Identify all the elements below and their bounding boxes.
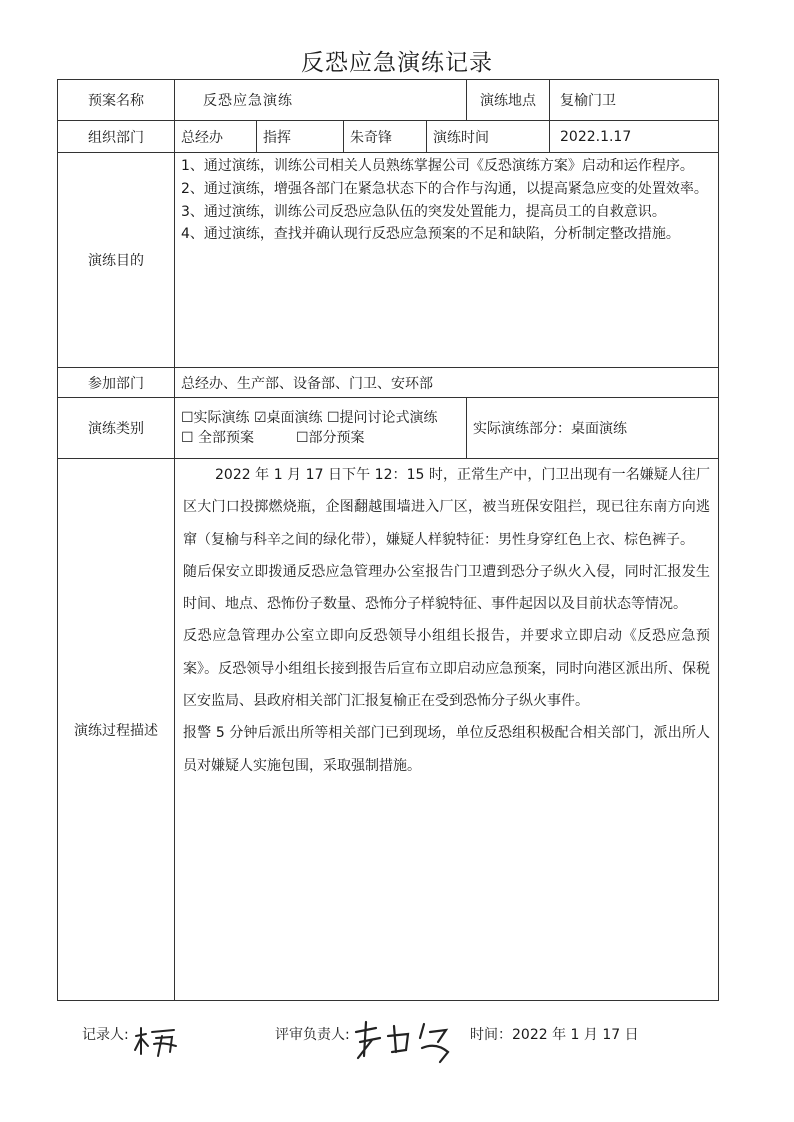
- row-participants: [58, 368, 719, 398]
- recorder-signature: [132, 1022, 184, 1058]
- document-title: 反恐应急演练记录: [301, 50, 493, 76]
- time-value: 2022.1.17: [550, 121, 719, 153]
- goal-item: 3、通过演练，训练公司反恐应急队伍的突发处置能力，提高员工的自救意识。: [181, 203, 666, 220]
- reviewer-signature: [350, 1018, 460, 1064]
- plan-name-value: 反恐应急演练: [175, 80, 467, 121]
- process-paragraph: 随后保安立即拨通反恐应急管理办公室报告门卫遭到恐分子纵火入侵，同时汇报发生时间、地点、恐怖份子数量、恐怖分子样貌特征、事件起因以及目前状态等情况。: [183, 563, 710, 613]
- row-process: [58, 459, 719, 1001]
- category-checkbox-line: ☐ 全部预案 ☐部分预案: [181, 430, 365, 446]
- row-goals: [58, 153, 719, 368]
- process-paragraph: 2022 年 1 月 17 日下午 12：15 时，正常生产中，门卫出现有一名嫌疑人往厂区大门口投掷燃烧瓶，企图翻越围墙进入厂区，被当班保安阻拦，现已往东南方向逃窜（复榆与科辛之间的绿化带），嫌疑人样貌特征：男性身穿红色上衣、棕色裤子。: [183, 467, 710, 548]
- date-line: [470, 1024, 639, 1044]
- process-label: 演练过程描述: [58, 459, 175, 1001]
- goal-list: [175, 153, 719, 368]
- commander-label: 指挥: [257, 121, 344, 153]
- org-value: 总经办: [175, 121, 257, 153]
- location-value: 复榆门卫: [550, 80, 719, 121]
- category-checkbox-line: ☐实际演练 ☑桌面演练 ☐提问讨论式演练: [181, 410, 438, 426]
- process-paragraph: 反恐应急管理办公室立即向反恐领导小组组长报告，并要求立即启动《反恐应急预案》。反恐领导小组组长接到报告后宣布立即启动应急预案，同时向港区派出所、保税区安监局、县政府相关部门汇报复榆正在受到恐怖分子纵火事件。: [183, 628, 710, 710]
- process-description: [175, 459, 719, 1001]
- commander-value: 朱奇锋: [344, 121, 427, 153]
- drill-record-table: [57, 79, 719, 1001]
- row-plan-name: [58, 80, 719, 121]
- row-category: [58, 398, 719, 459]
- goal-item: 4、通过演练，查找并确认现行反恐应急预案的不足和缺陷，分析制定整改措施。: [181, 226, 680, 243]
- goal-label: 演练目的: [58, 153, 175, 368]
- location-label: 演练地点: [467, 80, 550, 121]
- category-options: [175, 398, 467, 459]
- recorder-label: 记录人:: [82, 1027, 129, 1043]
- row-org: [58, 121, 719, 153]
- category-part: 实际演练部分：桌面演练: [467, 398, 719, 459]
- goal-item: 2、通过演练，增强各部门在紧急状态下的合作与沟通，以提高紧急应变的处置效率。: [181, 180, 708, 197]
- participants-value: 总经办、生产部、设备部、门卫、安环部: [175, 368, 719, 398]
- time-label: 演练时间: [427, 121, 550, 153]
- participants-label: 参加部门: [58, 368, 175, 398]
- process-paragraph: 报警 5 分钟后派出所等相关部门已到现场，单位反恐组积极配合相关部门，派出所人员对嫌疑人实施包围，采取强制措施。: [183, 725, 710, 774]
- date-value: 2022 年 1 月 17 日: [512, 1027, 639, 1043]
- category-label: 演练类别: [58, 398, 175, 459]
- goal-item: 1、通过演练，训练公司相关人员熟练掌握公司《反恐演练方案》启动和运作程序。: [181, 158, 694, 174]
- plan-name-label: 预案名称: [58, 80, 175, 121]
- reviewer-label: 评审负责人:: [275, 1027, 350, 1043]
- org-label: 组织部门: [58, 121, 175, 153]
- date-label: 时间：: [470, 1027, 512, 1043]
